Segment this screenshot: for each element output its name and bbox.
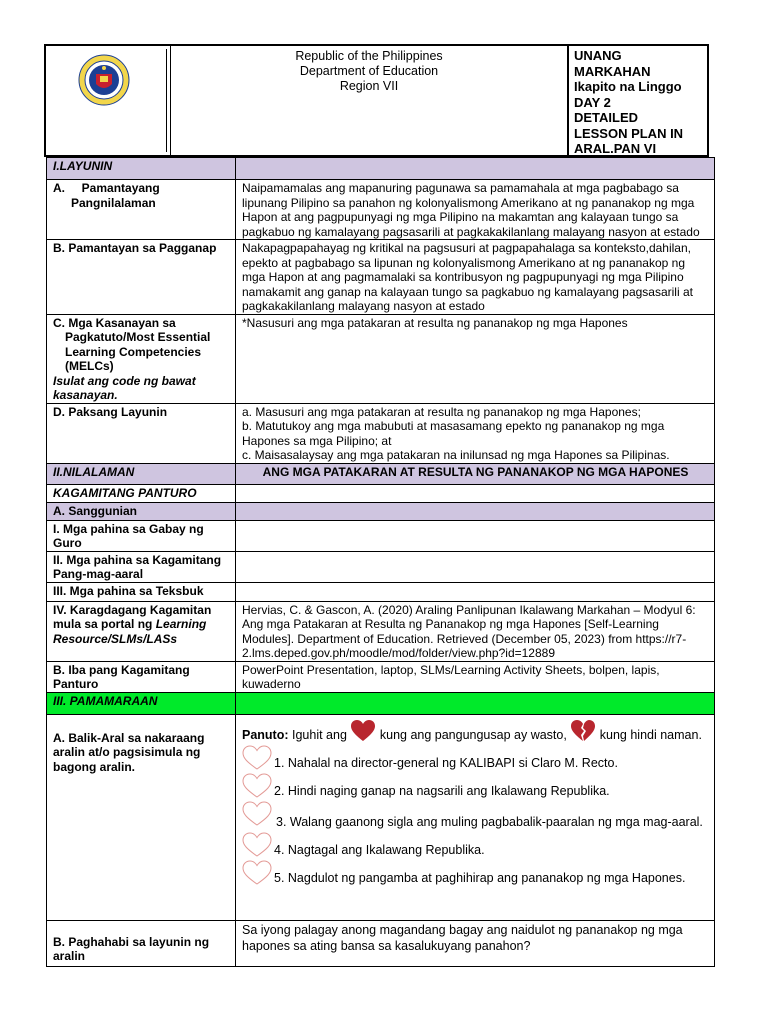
section-title: II.NILALAMAN xyxy=(47,463,236,484)
lesson-plan-table xyxy=(46,157,715,967)
quiz-item: 3. Walang gaanong sigla ang muling pagbabalik-paaralan ng mga mag-aaral. xyxy=(242,801,709,830)
row-melcs xyxy=(47,314,715,403)
row-label: B. Pamantayan sa Pagganap xyxy=(47,240,236,315)
row-content: *Nasusuri ang mga patakaran at resulta ng pananakop ng mga Hapones xyxy=(236,314,715,403)
outline-heart-icon[interactable] xyxy=(242,832,272,858)
section-pamamaraan xyxy=(47,692,715,714)
row-label: IV. Karagdagang Kagamitan mula sa portal ng Learning Resource/SLMs/LASs xyxy=(47,601,236,661)
row-label: A. Sanggunian xyxy=(47,502,236,520)
week-line: Ikapito na Linggo xyxy=(574,79,682,94)
row-label: A. Pamantayang Pangnilalaman xyxy=(47,180,236,240)
row-label: D. Paksang Layunin xyxy=(47,403,236,463)
section-title: I.LAYUNIN xyxy=(47,158,236,180)
row-content xyxy=(236,714,715,920)
row-pamantayan-pagganap xyxy=(47,240,715,315)
subject-line: ARAL.PAN VI xyxy=(574,141,657,156)
plan-type-line: DETAILED xyxy=(574,110,639,125)
row-label: C. Mga Kasanayan sa Pagkatuto/Most Essential Learning Competencies (MELCs) Isulat ang code ng bawat kasanayan. xyxy=(47,314,236,403)
row-content: Naipamamalas ang mapanuring pagunawa sa pamamahala at mga pagbabago sa lipunang Pilipino sa panahon ng kolonyalismong Amerikano at ng pananakop ng mga Hapon at ang pagpupunyagi ng mga Pilipino na makamtan ang kalayaan tungo sa pagkabuo ng kamalayang pagsasarili at pagkakakilanlang malayang nasyon at estado xyxy=(236,180,715,240)
lesson-title: ANG MGA PATAKARAN AT RESULTA NG PANANAKOP NG MGA HAPONES xyxy=(236,463,715,484)
objective-a: a. Masusuri ang mga patakaran at resulta ng pananakop ng mga Hapones; xyxy=(242,404,641,419)
instruction: Panuto: Iguhit ang kung ang pangungusap ay wasto, kung hindi naman. xyxy=(242,719,709,743)
quiz-item: 1. Nahalal na director-general ng KALIBAPI si Claro M. Recto. xyxy=(242,745,709,771)
row-balik-aral xyxy=(47,714,715,920)
section-title: III. PAMAMARAAN xyxy=(47,692,236,714)
filled-heart-icon xyxy=(350,719,376,743)
row-karagdagang-kagamitan xyxy=(47,601,715,661)
row-kagamitang-mag-aaral xyxy=(47,551,715,582)
outline-heart-icon[interactable] xyxy=(242,860,272,886)
header xyxy=(44,44,709,157)
row-label: B. Paghahabi sa layunin ng aralin xyxy=(47,920,236,966)
row-content: Nakapagpapahayag ng kritikal na pagsusuri at pagpapahalaga sa konteksto,dahilan, epekto at pagbabago sa lipunan ng kolonyalismong Amerikano at ng pananakop ng mga Hapon at ang pagmamalaki sa kontribusyon ng pagpupunyagi ng mga Pilipino namakamit ang ganap na kalayaan tungo sa pagkabuo ng kamalayang pagsasarili at pagkakakilanlang malayang nasyon at estado xyxy=(236,240,715,315)
section-layunin xyxy=(47,158,715,180)
row-label: A. Balik-Aral sa nakaraang aralin at/o pagsisimula ng bagong aralin. xyxy=(47,714,236,920)
deped-seal-icon xyxy=(78,54,130,106)
quiz-item: 4. Nagtagal ang Ikalawang Republika. xyxy=(242,832,709,858)
row-content: Sa iyong palagay anong magandang bagay ang naidulot ng pananakop ng mga hapones sa ating bansa sa kasalukuyang panahon? xyxy=(236,920,715,966)
row-gabay-guro xyxy=(47,520,715,551)
quiz-item: 5. Nagdulot ng pangamba at paghihirap ang pananakop ng mga Hapones. xyxy=(242,860,709,886)
quarter-line: UNANG xyxy=(574,48,622,63)
row-pamantayang-pangnilalaman xyxy=(47,180,715,240)
section-nilalaman xyxy=(47,463,715,484)
agency-block xyxy=(171,46,569,155)
outline-heart-icon[interactable] xyxy=(242,745,272,771)
row-content: PowerPoint Presentation, laptop, SLMs/Learning Activity Sheets, bolpen, lapis, kuwaderno xyxy=(236,661,715,692)
quarter-info xyxy=(569,46,707,155)
region-name: Region VII xyxy=(339,79,399,93)
row-label: II. Mga pahina sa Kagamitang Pang-mag-aaral xyxy=(47,551,236,582)
country-name: Republic of the Philippines xyxy=(295,49,443,63)
objective-c: c. Maisasalaysay ang mga patakaran na inilunsad ng mga Hapones sa Pilipinas. xyxy=(242,448,670,462)
row-paghahabi xyxy=(47,920,715,966)
row-teksbuk xyxy=(47,582,715,601)
logo-cell xyxy=(46,46,171,155)
broken-heart-icon xyxy=(570,719,596,743)
row-label: I. Mga pahina sa Gabay ng Guro xyxy=(47,520,236,551)
objective-b: b. Matutukoy ang mga mabubuti at masasamang epekto ng pananakop ng mga Hapones sa mga Pilipino; at xyxy=(242,419,665,448)
row-label: B. Iba pang Kagamitang Panturo xyxy=(47,661,236,692)
row-sanggunian xyxy=(47,502,715,520)
row-kagamitang-panturo xyxy=(47,484,715,502)
department-name: Department of Education xyxy=(299,64,439,78)
row-iba-pang-kagamitan xyxy=(47,661,715,692)
row-paksang-layunin xyxy=(47,403,715,463)
row-label: III. Mga pahina sa Teksbuk xyxy=(47,582,236,601)
quarter-line: MARKAHAN xyxy=(574,63,651,79)
day-line: DAY 2 xyxy=(574,94,611,110)
quiz-item: 2. Hindi naging ganap na nagsarili ang Ikalawang Republika. xyxy=(242,773,709,799)
plan-type-line: LESSON PLAN IN xyxy=(574,125,684,141)
row-content xyxy=(236,403,715,463)
row-content: Hervias, C. & Gascon, A. (2020) Araling Panlipunan Ikalawang Markahan – Modyul 6: Ang mga Patakaran at Resulta ng Pananakop ng mga Hapones [Self-Learning Modules]. Department of Education. Retrieved (December 05, 2023) from https://r7-2.lms.deped.gov.ph/moodle/mod/folder/view.php?id=12889 xyxy=(236,601,715,661)
outline-heart-icon[interactable] xyxy=(242,773,272,799)
section-title: KAGAMITANG PANTURO xyxy=(47,484,236,502)
